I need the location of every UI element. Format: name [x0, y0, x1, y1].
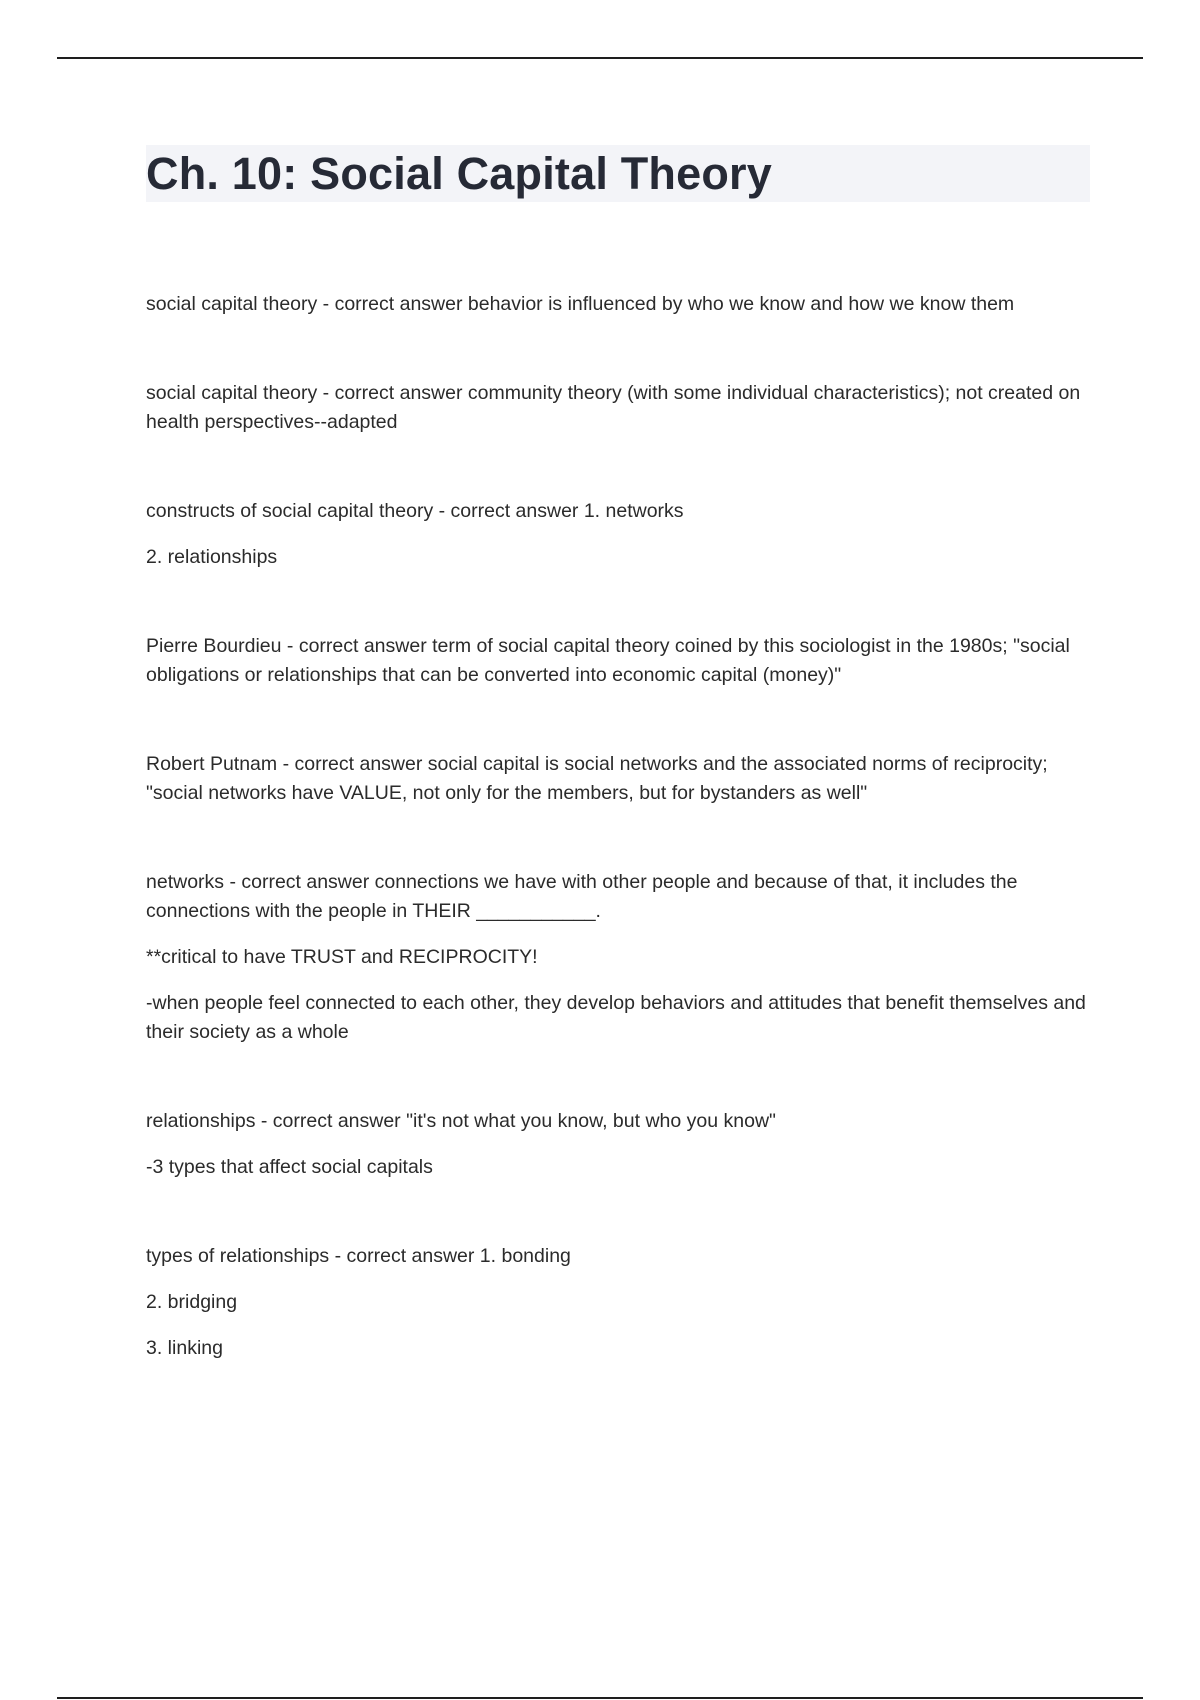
title-banner [146, 145, 1090, 202]
document-title: Ch. 10: Social Capital Theory [146, 148, 772, 199]
flashcard-text: types of relationships - correct answer 1. bonding [146, 1245, 571, 1267]
flashcard-text: -3 types that affect social capitals [146, 1156, 433, 1178]
flashcard [146, 1107, 1090, 1182]
flashcard-text: **critical to have TRUST and RECIPROCITY! [146, 946, 538, 968]
flashcard [146, 379, 1090, 437]
flashcard-text: -when people feel connected to each other, they develop behaviors and attitudes that benefit themselves and their society as a whole [146, 992, 1086, 1043]
flashcard-text: social capital theory - correct answer community theory (with some individual characteristics); not created on health perspectives--adapted [146, 382, 1081, 433]
flashcard-text: social capital theory - correct answer behavior is influenced by who we know and how we know them [146, 293, 1015, 315]
flashcard [146, 750, 1090, 808]
flashcard [146, 290, 1090, 319]
flashcard [146, 497, 1090, 572]
flashcard-text: Pierre Bourdieu - correct answer term of social capital theory coined by this sociologist in the 1980s; "social obligations or relationships that can be converted into economic capital (money)" [146, 635, 1070, 686]
flashcard-text: networks - correct answer connections we have with other people and because of that, it includes the connections with the people in THEIR ___________. [146, 871, 1018, 922]
flashcard-text: 3. linking [146, 1337, 223, 1359]
flashcard [146, 632, 1090, 690]
flashcard [146, 1242, 1090, 1363]
flashcard-text: 2. bridging [146, 1291, 238, 1313]
flashcard-text: constructs of social capital theory - correct answer 1. networks [146, 500, 684, 522]
flashcard-text: relationships - correct answer "it's not what you know, but who you know" [146, 1110, 776, 1132]
top-rule [57, 57, 1143, 59]
flashcard [146, 868, 1090, 1047]
document-body [146, 145, 1090, 1423]
flashcard-text: Robert Putnam - correct answer social capital is social networks and the associated norms of reciprocity; "social networks have VALUE, not only for the members, but for bystanders as well" [146, 753, 1048, 804]
flashcard-text: 2. relationships [146, 546, 278, 568]
bottom-rule [57, 1697, 1143, 1699]
